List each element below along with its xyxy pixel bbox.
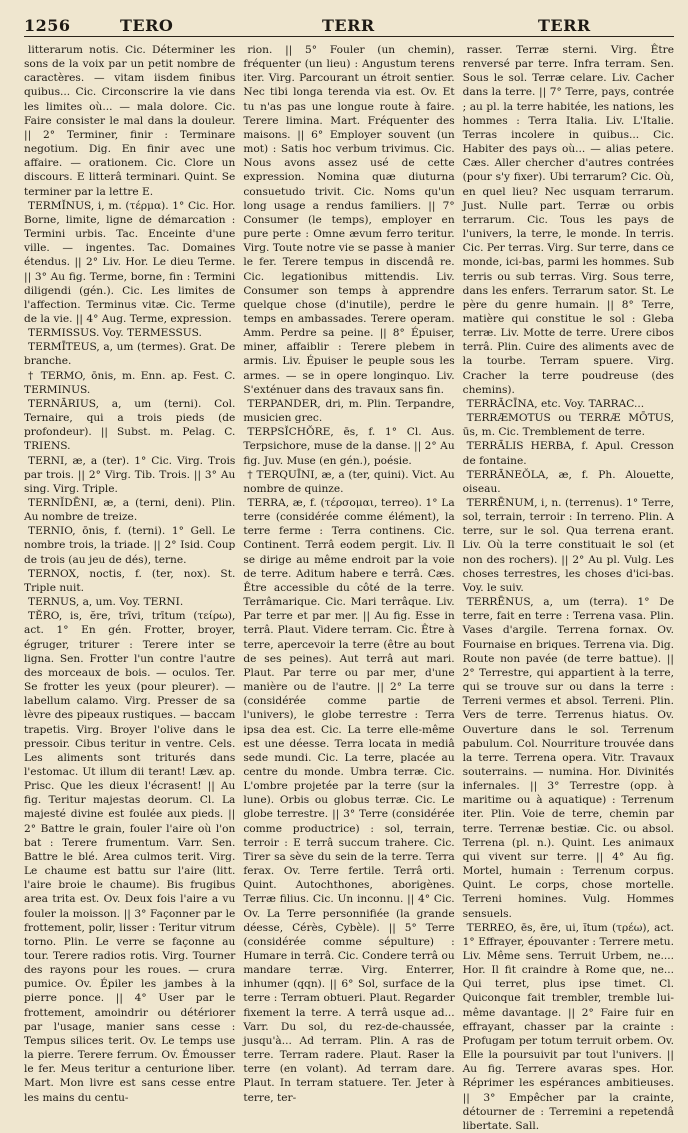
column-middle xyxy=(243,43,455,1104)
dictionary-entry: TERRA, æ, f. (τέρσομαι, terreo). 1° La terre (considérée comme élément), la terre ferme : Terra continens. Cic. Continent. Terrâ eodem pergit. Liv. Il se dirige au même endroit par la voie de terre. Aditum habere e terrâ. Cæs. Être accessible du côté de la terre. Terrâmarique. Cic. Mari terrâque. Liv. Par terre et par mer. || Au fig. Esse in terrâ. Plaut. Videre terram. Cic. Être à terre, apercevoir la terre (être au bout de ses peines). Aut terrâ aut mari. Plaut. Par terre ou par mer, d'une manière ou de l'autre. || 2° La terre (considérée comme partie de l'univers), le globe terrestre : Terra ipsa dea est. Cic. La terre elle-même est une déesse. Terra locata in mediâ sede mundi. Cic. La terre, placée au centre du monde. Umbra terræ. Cic. L'ombre projetée par la terre (sur la lune). Orbis ou globus terræ. Cic. Le globe terrestre. || 3° Terre (considérée comme productrice) : sol, terrain, terroir : E terrâ succum trahere. Cic. Tirer sa sève du sein de la terre. Terra ferax. Ov. Terre fertile. Terrâ orti. Quint. Autochthones, aborigènes. Terræ filius. Cic. Un inconnu. || 4° Cic. Ov. La Terre personnifiée (la grande déesse, Cérès, Cybèle). || 5° Terre (considérée comme sépulture) : Humare in terrâ. Cic. Condere terrâ ou mandare terræ. Virg. Enterrer, inhumer (qqn). || 6° Sol, surface de la terre : Terram obtueri. Plaut. Regarder fixement la terre. A terrâ usque ad... Varr. Du sol, du rez-de-chaussée, jusqu'à... Ad terram. Plin. A ras de terre. Terram radere. Plaut. Raser la terre (en volant). Ad terram dare. Plaut. In terram statuere. Ter. Jeter à terre, ter- xyxy=(243,497,455,1104)
dictionary-entry: TERNĬDĒNI, æ, a (terni, deni). Plin. Au nombre de treize. xyxy=(24,497,236,524)
dictionary-entry: TERMĪTEUS, a, um (termes). Grat. De branche. xyxy=(24,341,236,368)
dictionary-entry: TERNUS, a, um. Voy. TERNI. xyxy=(28,596,184,609)
running-header xyxy=(24,12,674,37)
dictionary-entry: TERRĒNUM, i, n. (terrenus). 1° Terre, sol, terrain, terroir : In terreno. Plin. A terre, sur le sol. Qua terrena erant. Liv. Où la terre constituait le sol (et non des rochers). || 2° Au pl. Vulg. Les choses terrestres, les choses d'ici-bas. Voy. le suiv. xyxy=(462,497,674,594)
dictionary-entry: TERRĒNUS, a, um (terra). 1° De terre, fait en terre : Terrena vasa. Plin. Vases d'argile. Terrena fornax. Ov. Fournaise en briques. Terrena via. Dig. Route non pavée (de terre battue). || 2° Terrestre, qui appartient à la terre, qui se trouve sur ou dans la terre : Terreni vermes et absol. Terreni. Plin. Vers de terre. Terrenus hiatus. Ov. Ouverture dans le sol. Terrenum pabulum. Col. Nourriture trouvée dans la terre. Terrena opera. Vitr. Travaux souterrains. — numina. Hor. Divinités infernales. || 3° Terrestre (opp. à maritime ou à aquatique) : Terrenum iter. Plin. Voie de terre, chemin par terre. Terrenæ bestiæ. Cic. ou absol. Terrena (pl. n.). Quint. Les animaux qui vivent sur terre. || 4° Au fig. Mortel, humain : Terrenum corpus. Quint. Le corps, chose mortelle. Terreni homines. Vulg. Hommes sensuels. xyxy=(462,596,674,920)
dictionary-entry: TERRĀLIS HERBA, f. Apul. Cresson de fontaine. xyxy=(462,440,674,467)
dictionary-entry: TĔRO, is, ĕre, trīvi, trītum (τείρω), act. 1° En gén. Frotter, broyer, égruger, triturer : Terere inter se ligna. Sen. Frotter l'un contre l'autre des morceaux de bois. — oculos. Ter. Se frotter les yeux (pour pleurer). — labellum calamo. Virg. Presser de sa lèvre des pipeaux rustiques. — baccam trapetis. Virg. Broyer l'olive dans le pressoir. Cibus teritur in ventre. Cels. Les aliments sont triturés dans l'estomac. Ut illum dii terant! Læv. ap. Prisc. Que les dieux l'écrasent! || Au fig. Teritur majestas deorum. Cl. La majesté divine est foulée aux pieds. || 2° Battre le grain, fouler l'aire où l'on bat : Terere frumentum. Varr. Sen. Battre le blé. Area culmos terit. Virg. Le chaume est battu sur l'aire (litt. l'aire broie le chaume). Bis frugibus area trita est. Ov. Deux fois l'aire a vu fouler la moisson. || 3° Façonner par le frottement, polir, lisser : Teritur vitrum torno. Plin. Le verre se façonne au tour. Terere radios rotis. Virg. Tourner des rayons pour les roues. — crura pumice. Ov. Épiler les jambes à la pierre ponce. || 4° User par le frottement, amoindrir ou détériorer par l'usage, manier sans cesse : Tempus silices terit. Ov. Le temps use la pierre. Terere ferrum. Ov. Émousser le fer. Meus teritur a centurione liber. Mart. Mon livre est sans cesse entre les mains du centu- xyxy=(24,610,236,1104)
dictionary-entry: TERREO, ēs, ēre, ui, ĭtum (τρέω), act. 1° Effrayer, épouvanter : Terrere metu. Liv. Même sens. Terruit Urbem, ne.... Hor. Il fit craindre à Rome que, ne... Qui terret, plus ipse timet. Cl. Quiconque fait trembler, tremble lui-même davantage. || 2° Faire fuir en effrayant, chasser par la crainte : Profugam per totum terruit orbem. Ov. Elle la poursuivit par tout l'univers. || Au fig. Terrere avaras spes. Hor. Réprimer les espérances ambitieuses. || 3° Empêcher par la crainte, détourner de : Terremini a repetendâ libertate. Sall. xyxy=(462,921,674,1132)
dictionary-entry: TERMISSUS. Voy. TERMESSUS. xyxy=(28,327,202,340)
dictionary-entry: TERNOX, noctis, f. (ter, nox). St. Triple nuit. xyxy=(24,567,236,594)
header-left-word: TERO xyxy=(120,16,174,35)
dictionary-entry: TERMĬNUS, i, m. (τέρμα). 1° Cic. Hor. Borne, limite, ligne de démarcation : Termini urbis. Tac. Enceinte d'une ville. — ingentes. Tac. Domaines étendus. || 2° Liv. Hor. Le dieu Terme. || 3° Au fig. Terme, borne, fin : Termini diligendi (gén.). Cic. Les limites de l'affection. Terminus vitæ. Cic. Terme de la vie. || 4° Aug. Terme, expression. xyxy=(24,199,236,325)
dictionary-entry: TERRĀCĪNA, etc. Voy. TARRAC... xyxy=(466,397,645,410)
dictionary-entry: TERRÆMOTUS ou TERRÆ MŌTUS, ūs, m. Cic. Tremblement de terre. xyxy=(462,412,674,439)
dictionary-entry: TERNIO, ōnis, f. (terni). 1° Gell. Le nombre trois, la triade. || 2° Isid. Coup de trois (au jeu de dés), terne. xyxy=(24,525,236,566)
column-right xyxy=(462,43,674,1132)
header-right-word: TERR xyxy=(538,16,591,35)
dictionary-entry: † TERQUĪNI, æ, a (ter, quini). Vict. Au nombre de quinze. xyxy=(243,468,455,495)
text-columns xyxy=(24,43,674,1132)
dictionary-entry: TERRĀNEŎLA, æ, f. Ph. Alouette, oiseau. xyxy=(462,468,674,495)
dictionary-entry: rasser. Terræ sterni. Virg. Être renversé par terre. Infra terram. Sen. Sous le sol. Terræ celare. Liv. Cacher dans la terre. || 7° Terre, pays, contrée ; au pl. la terre habitée, les nations, les hommes : Terra Italia. Liv. L'Italie. Terras incolere in quibus... Cic. Habiter des pays où... — alias petere. Cæs. Aller chercher d'autres contrées (pour s'y fixer). Ubi terrarum? Cic. Où, en quel lieu? Nec usquam terrarum. Just. Nulle part. Terræ ou orbis terrarum. Cic. Tous les pays de l'univers, la terre, le monde. In terris. Cic. Per terras. Virg. Sur terre, dans ce monde, ici-bas, parmi les hommes. Sub terris ou sub terras. Virg. Sous terre, dans les enfers. Terrarum sator. St. Le père du genre humain. || 8° Terre, matière qui constitue le sol : Gleba terræ. Liv. Motte de terre. Urere cibos terrâ. Plin. Cuire des aliments avec de la tourbe. Terram spuere. Virg. Cracher la terre poudreuse (des chemins). xyxy=(462,44,674,396)
dictionary-entry: TERPSĬCHŎRE, ēs, f. 1° Cl. Aus. Terpsichore, muse de la danse. || 2° Au fig. Juv. Muse (en gén.), poésie. xyxy=(243,426,455,467)
dictionary-entry: TERNĀRIUS, a, um (terni). Col. Ternaire, qui a trois pieds (de profondeur). || Subst. m. Pelag. C. TRIENS. xyxy=(24,397,236,453)
column-left xyxy=(24,43,236,1104)
dictionary-entry: rion. || 5° Fouler (un chemin), fréquenter (un lieu) : Angustum terens iter. Virg. Parcourant un étroit sentier. Nec tibi longa terenda via est. Ov. Et tu n'as pas une longue route à faire. Terere limina. Mart. Fréquenter des maisons. || 6° Employer souvent (un mot) : Satis hoc verbum trivimus. Cic. Nous avons assez usé de cette expression. Nomina quæ diuturna consuetudo trivit. Cic. Noms qu'un long usage a rendus familiers. || 7° Consumer (le temps), employer en pure perte : Omne ævum ferro teritur. Virg. Toute notre vie se passe à manier le fer. Terere tempus in discendâ re. Cic. legationibus mittendis. Liv. Consumer son temps à apprendre quelque chose (d'inutile), perdre le temps en ambassades. Terere operam. Amm. Perdre sa peine. || 8° Épuiser, miner, affaiblir : Terere plebem in armis. Liv. Épuiser le peuple sous les armes. — se in opere longinquo. Liv. S'exténuer dans des travaux sans fin. xyxy=(243,44,455,396)
page-number: 1256 xyxy=(24,16,71,35)
dictionary-entry: † TERMO, ōnis, m. Enn. ap. Fest. C. TERMINUS. xyxy=(24,369,236,396)
dictionary-entry: litterarum notis. Cic. Déterminer les sons de la voix par un petit nombre de caractères. — vitam iisdem finibus quibus... Cic. Circonscrire la vie dans les limites où... — mala dolore. Cic. Faire consister le mal dans la douleur. || 2° Terminer, finir : Terminare negotium. Dig. En finir avec une affaire. — orationem. Cic. Clore un discours. E litterâ terminari. Quint. Se terminer par la lettre E. xyxy=(24,44,236,198)
dictionary-entry: TERNI, æ, a (ter). 1° Cic. Virg. Trois par trois. || 2° Virg. Tib. Trois. || 3° Au sing. Virg. Triple. xyxy=(24,454,236,495)
header-center-word: TERR xyxy=(322,16,375,35)
dictionary-entry: TERPANDER, dri, m. Plin. Terpandre, musicien grec. xyxy=(243,397,455,425)
